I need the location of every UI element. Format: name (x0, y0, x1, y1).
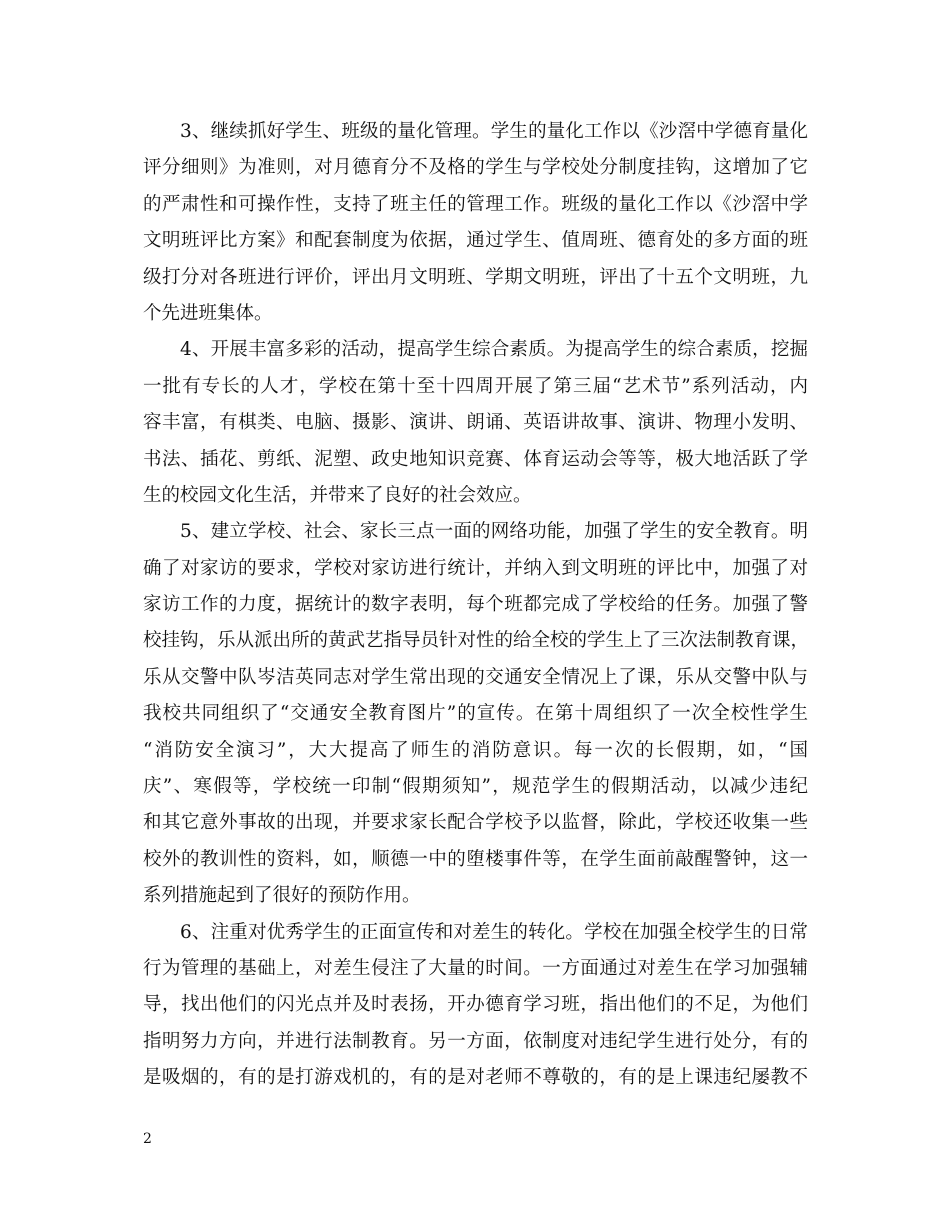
paragraph-4-line-5: 生的校园文化生活，并带来了良好的社会效应。 (143, 484, 532, 506)
paragraph-5-line-1: 5、建立学校、社会、家长三点一面的网络功能，加强了学生的安全教育。明 (180, 521, 808, 543)
paragraph-4-line-3: 容丰富，有棋类、电脑、摄影、演讲、朗诵、英语讲故事、演讲、物理小发明、 (143, 412, 808, 434)
paragraph-3-line-4: 文明班评比方案》和配套制度为依据，通过学生、值周班、德育处的多方面的班 (143, 230, 808, 252)
paragraph-5-line-9: 和其它意外事故的出现，并要求家长配合学校予以监督，除此，学校还收集一些 (143, 812, 808, 834)
paragraph-4-line-2: 一批有专长的人才，学校在第十至十四周开展了第三届“艺术节”系列活动，内 (143, 375, 808, 397)
paragraph-3-line-5: 级打分对各班进行评价，评出月文明班、学期文明班，评出了十五个文明班，九 (143, 266, 808, 288)
document-body (143, 114, 808, 1097)
paragraph-6-line-1: 6、注重对优秀学生的正面宣传和对差生的转化。学校在加强全校学生的日常 (180, 921, 808, 943)
paragraph-5-line-2: 确了对家访的要求，学校对家访进行统计，并纳入到文明班的评比中，加强了对 (143, 557, 808, 579)
paragraph-6-line-5: 是吸烟的，有的是打游戏机的，有的是对老师不尊敬的，有的是上课违纪屡教不 (143, 1067, 808, 1089)
paragraph-5-line-10: 校外的教训性的资料，如，顺德一中的堕楼事件等，在学生面前敲醒警钟，这一 (143, 848, 808, 870)
page-number: 2 (143, 1131, 152, 1147)
paragraph-3-line-1: 3、继续抓好学生、班级的量化管理。学生的量化工作以《沙滘中学德育量化 (180, 121, 808, 142)
paragraph-5-line-8: 庆”、寒假等，学校统一印制“假期须知”，规范学生的假期活动，以减少违纪 (143, 776, 808, 798)
paragraph-4-line-4: 书法、插花、剪纸、泥塑、政史地知识竞赛、体育运动会等等，极大地活跃了学 (143, 448, 808, 470)
paragraph-6-line-2: 行为管理的基础上，对差生侵注了大量的时间。一方面通过对差生在学习加强辅 (143, 957, 808, 979)
paragraph-5-line-4: 校挂钩，乐从派出所的黄武艺指导员针对性的给全校的学生上了三次法制教育课， (143, 630, 810, 652)
paragraph-3-line-2: 评分细则》为准则，对月德育分不及格的学生与学校处分制度挂钩，这增加了它 (143, 157, 808, 179)
paragraph-5-line-3: 家访工作的力度，据统计的数字表明，每个班都完成了学校给的任务。加强了警 (143, 594, 808, 616)
paragraph-5-line-7: “消防安全演习”，大大提高了师生的消防意识。每一次的长假期，如，“国 (143, 739, 808, 761)
paragraph-6-line-4: 指明努力方向，并进行法制教育。另一方面，依制度对违纪学生进行处分，有的 (143, 1030, 808, 1052)
paragraph-5-line-11: 系列措施起到了很好的预防作用。 (143, 885, 421, 907)
paragraph-3-line-3: 的严肃性和可操作性，支持了班主任的管理工作。班级的量化工作以《沙滘中学 (143, 193, 808, 215)
paragraph-5-line-5: 乐从交警中队岑洁英同志对学生常出现的交通安全情况上了课，乐从交警中队与 (143, 666, 808, 688)
paragraph-6-line-3: 导，找出他们的闪光点并及时表扬，开办德育学习班，指出他们的不足，为他们 (143, 994, 808, 1016)
paragraph-3-line-6: 个先进班集体。 (143, 302, 273, 324)
paragraph-4-line-1: 4、开展丰富多彩的活动，提高学生综合素质。为提高学生的综合素质，挖掘 (180, 339, 808, 361)
paragraph-5-line-6: 我校共同组织了“交通安全教育图片”的宣传。在第十周组织了一次全校性学生 (143, 703, 808, 725)
